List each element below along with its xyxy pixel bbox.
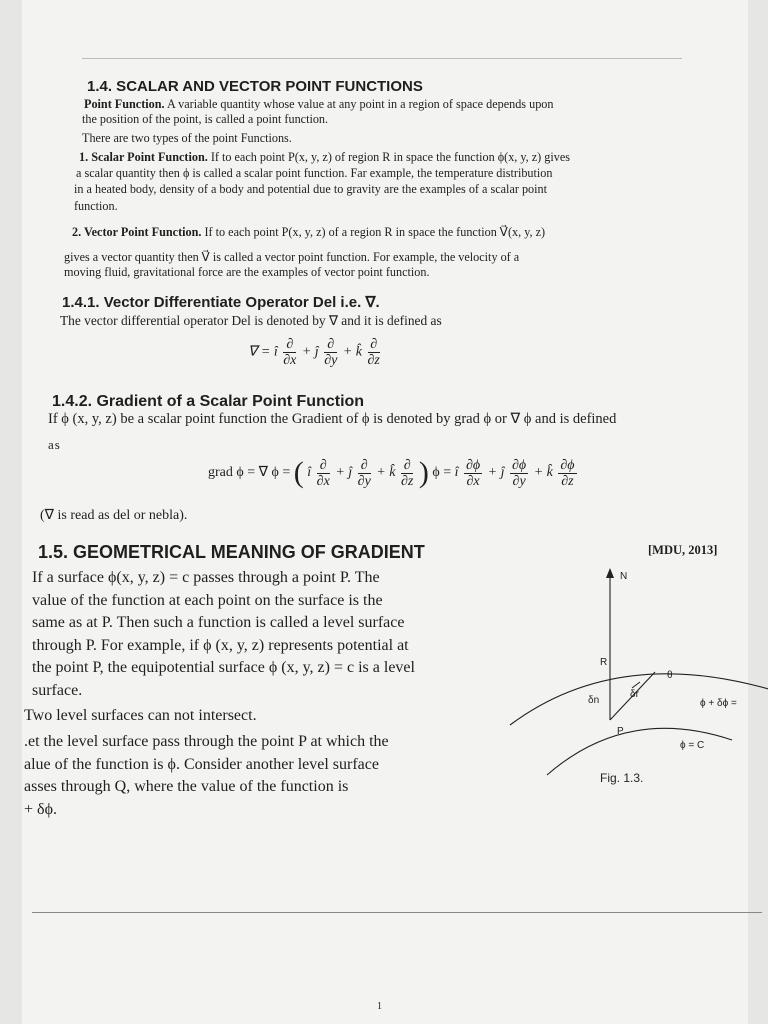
outer-surface-label: ϕ + δϕ = (700, 698, 737, 709)
partial-y: $\frac{\partial}{\partial y}$ (324, 337, 338, 368)
two-types-text: There are two types of the point Functions. (82, 131, 292, 145)
top-rule (82, 58, 682, 59)
del-equation: ∇ = î $\frac{\partial}{\partial x}$ + ĵ $\frac{\partial}{\partial y}$ + k̂ $\frac{\partial}{\partial z}$ (248, 337, 380, 368)
nabla-note: (∇ is read as del or nebla). (40, 508, 188, 523)
level-surface-paragraph (24, 731, 389, 821)
vector-line2: gives a vector quantity then V⃗ is called a vector point function. For example, the velocity of a (64, 250, 520, 264)
page (22, 0, 748, 1024)
section-1-4-1-heading: 1.4.1. Vector Differentiate Operator Del i.e. ∇. (62, 294, 380, 311)
section-1-5-heading: 1.5. GEOMETRICAL MEANING OF GRADIENT (38, 542, 425, 562)
del-lhs: ∇ = (248, 344, 274, 360)
geo-line-4: through P. For example, if ϕ (x, y, z) represents potential at (32, 636, 409, 654)
dr-arrow-icon (632, 682, 640, 688)
j-hat: ĵ (314, 344, 319, 360)
bottom-rule (32, 912, 762, 913)
geometric-paragraph (32, 567, 415, 702)
label-theta: θ (667, 670, 673, 681)
geo-line-5: the point P, the equipotential surface ϕ (x, y, z) = c is a level (32, 659, 415, 676)
scalar-line4: function. (74, 199, 118, 213)
gradient-text-line1: If ϕ (x, y, z) be a scalar point function the Gradient of ϕ is denoted by grad ϕ or ∇ ϕ and is defined (48, 411, 617, 427)
label-P: P (617, 726, 624, 737)
vector-text: If to each point P(x, y, z) of a region R in space the function V⃗(x, y, z) (201, 225, 546, 239)
gradient-equation: grad ϕ = ∇ ϕ = ( î $\frac{\partial}{\partial x}$ + ĵ $\frac{\partial}{\partial y}$ + k̂ $\frac{\partial}{\partial z}$ ) ϕ = î $\frac{\partial\phi}{\partial x}$ + ĵ $\frac{\partial\phi}{\partial y}$ + k̂ $\frac{\partial\phi}{\partial z}$ (208, 456, 575, 489)
intersect-text: Two level surfaces can not intersect. (24, 707, 257, 724)
inner-surface-label: ϕ = C (680, 740, 705, 751)
del-definition-text: The vector differential operator Del is denoted by ∇ and it is defined as (60, 313, 442, 328)
label-N: N (620, 571, 628, 582)
vector-term: 2. Vector Point Function. (72, 225, 202, 239)
geo-line-6: surface. (32, 681, 83, 699)
vector-line3: moving fluid, gravitational force are the examples of vector point function. (64, 265, 430, 279)
page-number: 1 (377, 1001, 382, 1012)
section-1-4-heading: 1.4. SCALAR AND VECTOR POINT FUNCTIONS (87, 78, 423, 95)
scalar-line2: a scalar quantity then ϕ is called a scalar point function. Far example, the temperature distribution (76, 166, 553, 180)
point-function-text: A variable quantity whose value at any point in a region of space depends upon (164, 97, 554, 111)
scalar-line1 (79, 150, 570, 165)
scalar-text: If to each point P(x, y, z) of region R in space the function ϕ(x, y, z) gives (207, 150, 571, 164)
mdu-reference: [MDU, 2013] (648, 543, 718, 557)
grad-lhs: grad ϕ = ∇ ϕ = (208, 465, 294, 481)
label-R: R (600, 657, 608, 668)
scalar-term: 1. Scalar Point Function. (79, 150, 208, 164)
vector-line1 (72, 225, 545, 240)
level-line-1: .et the level surface pass through the point P at which the (24, 733, 389, 750)
scalar-line3: in a heated body, density of a body and potential due to gravity are the examples of a scalar point (74, 182, 548, 196)
k-hat: k̂ (355, 344, 362, 360)
level-line-2: alue of the function is ϕ. Consider another level surface (24, 755, 379, 773)
inner-level-surface (547, 728, 732, 775)
level-line-4: + δϕ. (24, 800, 57, 818)
i-hat: î (273, 344, 278, 360)
level-line-3: asses through Q, where the value of the function is (24, 778, 349, 795)
partial-z: $\frac{\partial}{\partial z}$ (367, 337, 380, 368)
geo-line-1: If a surface ϕ(x, y, z) = c passes through a point P. The (32, 569, 380, 586)
point-function-term: Point Function. (84, 97, 165, 111)
figure-1-3 (502, 560, 768, 800)
normal-arrowhead (606, 568, 614, 578)
gradient-text-line2: as (48, 437, 61, 452)
label-dn: δn (588, 695, 600, 706)
section-1-4-2-heading: 1.4.2. Gradient of a Scalar Point Function (52, 393, 365, 410)
partial-x: $\frac{\partial}{\partial x}$ (283, 337, 297, 368)
geo-line-3: same as at P. Then such a function is called a level surface (32, 614, 405, 631)
point-function-line2: the position of the point, is called a point function. (82, 112, 329, 126)
point-function-line1 (84, 97, 553, 112)
geo-line-2: value of the function at each point on the surface is the (32, 591, 383, 609)
label-dr: δr (630, 689, 639, 700)
figure-caption: Fig. 1.3. (600, 771, 644, 785)
